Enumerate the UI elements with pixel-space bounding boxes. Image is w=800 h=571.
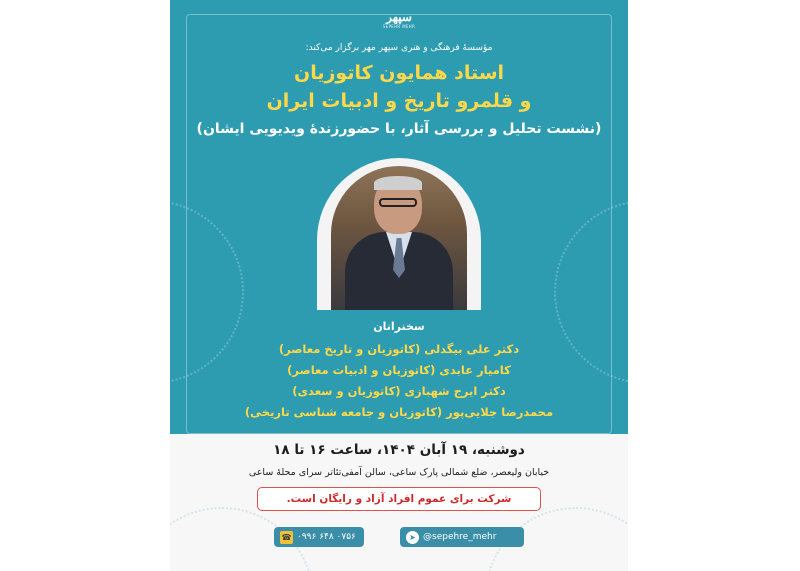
speaker-item: دکتر علی بیگدلی (کاتوزیان و تاریخ معاصر) (278, 342, 520, 356)
event-title-line2: و قلمرو تاریخ و ادبیات ایران (266, 90, 532, 112)
event-poster (170, 0, 628, 571)
speaker-item: دکتر ایرج شهبازی (کاتوزیان و سعدی) (292, 384, 506, 398)
event-details-panel (170, 434, 628, 571)
phone-icon: ☎ (281, 532, 292, 542)
event-subtitle: (نشست تحلیل و بررسی آثار، با حضورزندهٔ ویدیویی ایشان) (196, 121, 602, 137)
organization-logo (379, 12, 419, 29)
telegram-icon: ➤ (406, 531, 419, 544)
speaker-item: محمدرضا جلایی‌پور (کاتوزیان و جامعه شناسی تاریخی) (244, 405, 554, 419)
phone-number: ۰۹۹۶ ۶۴۸ ۰۷۵۶ (297, 532, 356, 542)
phone-contact (274, 527, 364, 547)
organizer-text: مؤسسهٔ فرهنگی و هنری سپهر مهر برگزار می‌کند: (305, 43, 493, 53)
speakers-list (180, 339, 618, 423)
event-datetime: دوشنبه، ۱۹ آبان ۱۴۰۴، ساعت ۱۶ تا ۱۸ (273, 442, 525, 458)
speaker-item: کامیار عابدی (کاتوزیان و ادبیات معاصر) (287, 363, 511, 377)
telegram-contact (400, 527, 524, 547)
logo-mark: سپهر (386, 10, 412, 24)
speakers-heading: سخنرانان (373, 320, 425, 333)
logo-subtext: SEPEHR MEHR (382, 24, 416, 29)
speaker-photo (317, 158, 481, 310)
event-title (180, 59, 618, 115)
event-address: خیابان ولیعصر، ضلع شمالی پارک ساعی، سالن آمفی‌تئاتر سرای محلهٔ ساعی (248, 467, 550, 478)
telegram-handle: @sepehre_mehr (423, 532, 497, 542)
free-entry-notice: شرکت برای عموم افراد آزاد و رایگان است. (257, 487, 541, 511)
event-title-line1: استاد همایون کاتوزیان (293, 62, 505, 84)
